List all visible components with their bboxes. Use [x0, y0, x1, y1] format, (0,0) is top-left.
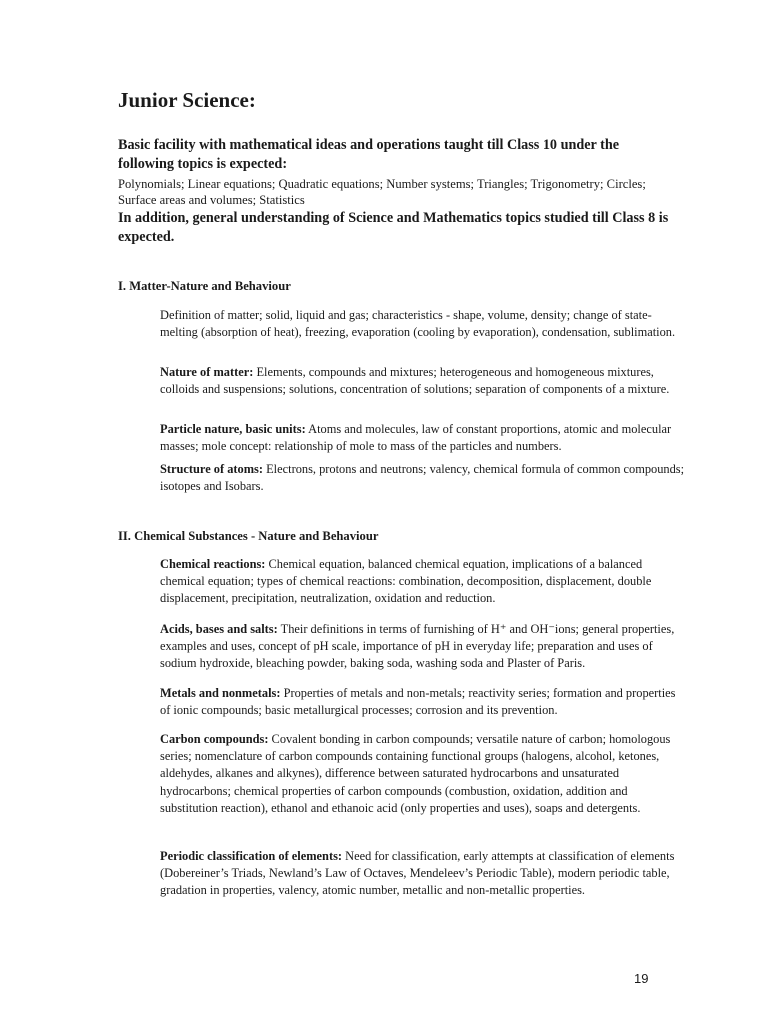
- intro-topic-list: Polynomials; Linear equations; Quadratic equations; Number systems; Triangles; Trigonometry; Circles; Surface areas and volumes; Statistics: [118, 177, 646, 207]
- paragraph-lead: Structure of atoms:: [160, 462, 264, 476]
- paragraph-lead: Particle nature, basic units:: [160, 422, 306, 436]
- paragraph-text: Elements, compounds and mixtures; heterogeneous and homogeneous mixtures, colloids and suspensions; solutions, concentration of solutions; separation of components of a mixture.: [160, 365, 670, 397]
- paragraph-structure-of-atoms: [160, 461, 688, 495]
- paragraph-lead: Chemical reactions:: [160, 557, 266, 571]
- paragraph-text: Atoms and molecules, law of constant proportions, atomic and molecular masses; mole concept: relationship of mole to mass of the particles and numbers.: [160, 422, 672, 454]
- paragraph-text: Their definitions in terms of furnishing of H⁺ and OH⁻ions; general properties, examples and uses, concept of pH scale, importance of pH in everyday life; preparation and uses of sodium hydroxide, bleaching powder, baking soda, washing soda and Plaster of Paris.: [160, 622, 675, 671]
- paragraph-text: Electrons, protons and neutrons; valency, chemical formula of common compounds; isotopes and Isobars.: [160, 462, 685, 494]
- paragraph-matter-definition: [160, 307, 688, 341]
- section-heading-matter: I. Matter-Nature and Behaviour: [118, 279, 291, 293]
- paragraph-metals-nonmetals: [160, 685, 688, 719]
- intro-requirement-math: Basic facility with mathematical ideas and operations taught till Class 10 under the following topics is expected:: [118, 137, 620, 172]
- paragraph-text: Covalent bonding in carbon compounds; versatile nature of carbon; homologous series; nomenclature of carbon compounds containing functional groups (halogens, alcohol, ketones, aldehydes, alkanes and alkynes), difference between saturated hydrocarbons and unsaturated hydrocarbons; chemical properties of carbon compounds (combustion, oxidation, addition and substitution reaction), ethanol and ethanoic acid (only properties and uses), soaps and detergents.: [160, 732, 671, 815]
- paragraph-lead: Carbon compounds:: [160, 732, 269, 746]
- intro-requirement-science: In addition, general understanding of Science and Mathematics topics studied till Class 8 is expected.: [118, 210, 669, 245]
- paragraph-lead: Metals and nonmetals:: [160, 686, 281, 700]
- paragraph-acids-bases-salts: [160, 621, 688, 673]
- paragraph-text: Need for classification, early attempts at classification of elements (Dobereiner’s Triads, Newland’s Law of Octaves, Mendeleev’s Periodic Table), modern periodic table, gradation in properties, valency, atomic number, metallic and non-metallic properties.: [160, 849, 675, 898]
- paragraph-lead: Periodic classification of elements:: [160, 849, 343, 863]
- paragraph-lead: Acids, bases and salts:: [160, 622, 278, 636]
- paragraph-carbon-compounds: [160, 731, 688, 817]
- paragraph-text: Properties of metals and non-metals; reactivity series; formation and properties of ionic compounds; basic metallurgical processes; corrosion and its prevention.: [160, 686, 676, 718]
- paragraph-text: Definition of matter; solid, liquid and gas; characteristics - shape, volume, density; change of state-melting (absorption of heat), freezing, evaporation (cooling by evaporation), condensation, sublimation.: [160, 308, 676, 340]
- page-number: 19: [634, 971, 649, 986]
- paragraph-particle-nature: [160, 421, 688, 455]
- paragraph-chemical-reactions: [160, 556, 688, 608]
- paragraph-text: Chemical equation, balanced chemical equation, implications of a balanced chemical equation; types of chemical reactions: combination, decomposition, displacement, double displacement, precipitation, neutralization, oxidation and reduction.: [160, 557, 652, 606]
- paragraph-periodic-classification: [160, 848, 688, 900]
- section-heading-chemical-substances: II. Chemical Substances - Nature and Behaviour: [118, 529, 379, 543]
- page-title: Junior Science:: [118, 88, 256, 112]
- paragraph-lead: Nature of matter:: [160, 365, 254, 379]
- paragraph-nature-of-matter: [160, 364, 688, 398]
